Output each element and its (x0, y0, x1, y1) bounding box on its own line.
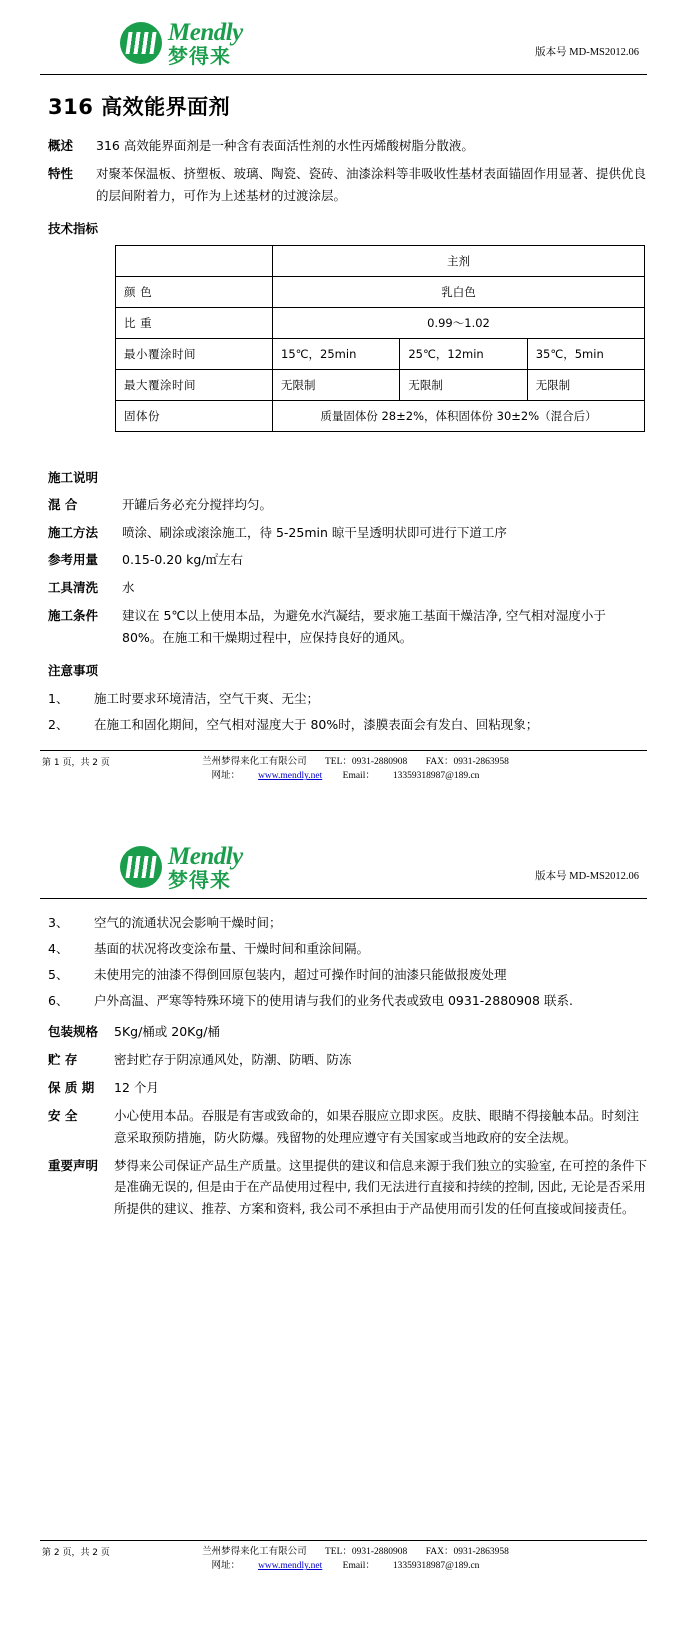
overview-row (40, 135, 647, 157)
construction-text-conditions: 建议在 5℃以上使用本品，为避免水汽凝结，要求施工基面干燥洁净, 空气相对湿度小于 80%。在施工和干燥期过程中，应保持良好的通风。 (122, 608, 606, 645)
features-text: 对聚苯保温板、挤塑板、玻璃、陶瓷、瓷砖、油漆涂料等非吸收性基材表面锚固作用显著、提供优良的层间附着力，可作为上述基材的过渡涂层。 (96, 165, 647, 203)
row-value-min-recoat-15c: 15℃，25min (273, 338, 400, 369)
construction-item-method (40, 522, 647, 544)
tail-item-statement (40, 1155, 647, 1221)
footer-website-label: 网址： (211, 770, 241, 782)
table-row (116, 400, 645, 431)
tail-label-safety: 安 全 (48, 1107, 78, 1123)
brand-logo (120, 20, 243, 66)
construction-item-mixing (40, 494, 647, 516)
tail-text-storage: 密封贮存于阴凉通风处，防潮、防晒、防冻 (114, 1052, 352, 1067)
tail-label-shelf-life: 保 质 期 (48, 1079, 95, 1095)
note-item (40, 687, 647, 710)
tech-spec-heading: 技术指标 (48, 220, 99, 236)
tail-item-packaging (40, 1021, 647, 1043)
tail-label-packaging: 包装规格 (48, 1024, 99, 1040)
note-number: 5、 (48, 966, 69, 982)
note-text: 在施工和固化期间，空气相对湿度大于 80%时，漆膜表面会有发白、回粘现象； (94, 717, 539, 732)
note-text: 施工时要求环境清洁，空气干爽、无尘； (94, 690, 320, 706)
logo-english-name: Mendly (168, 19, 243, 46)
footer-fax: FAX：0931-2863958 (425, 1547, 509, 1558)
logo-chinese-name: 梦得来 (168, 867, 231, 892)
table-header-row (116, 245, 645, 276)
version-number: 版本号 MD-MS2012.06 (535, 47, 639, 58)
features-row (40, 163, 647, 207)
note-item (40, 937, 647, 960)
note-number: 3、 (48, 914, 69, 930)
row-label-color: 颜 色 (116, 276, 273, 307)
construction-text-cleaning: 水 (122, 580, 135, 596)
row-value-max-recoat-3: 无限制 (527, 369, 644, 400)
overview-text: 316 高效能界面剂是一种含有表面活性剂的水性丙烯酸树脂分散液。 (96, 138, 474, 153)
row-value-density: 0.99～1.02 (273, 307, 645, 338)
page-break (0, 790, 687, 824)
footer-website-link[interactable]: www.mendly.net (258, 1561, 323, 1572)
row-label-density: 比 重 (116, 307, 273, 338)
row-value-min-recoat-35c: 35℃，5min (527, 338, 644, 369)
note-text: 空气的流通状况会影响干燥时间； (94, 914, 282, 930)
header-divider (40, 74, 647, 75)
construction-item-cleaning (40, 577, 647, 599)
row-value-solids: 质量固体份 28±2%，体积固体份 30±2%（混合后） (273, 400, 645, 431)
page-2-footer (40, 1540, 647, 1580)
construction-item-usage (40, 549, 647, 571)
note-text: 未使用完的油漆不得倒回原包装内，超过可操作时间的油漆只能做报废处理 (94, 966, 507, 982)
construction-label-cleaning: 工具清洗 (48, 580, 99, 596)
logo-mark-icon (120, 22, 162, 64)
row-label-solids: 固体份 (116, 400, 273, 431)
construction-text-usage: 0.15-0.20 kg/㎡左右 (122, 552, 244, 568)
row-value-color: 乳白色 (273, 276, 645, 307)
footer-website-label: 网址： (211, 1560, 241, 1572)
table-row (116, 276, 645, 307)
construction-text-method: 喷涂、刷涂或滚涂施工，待 5-25min 晾干呈透明状即可进行下道工序 (122, 524, 507, 540)
logo-text (168, 844, 243, 890)
table-corner-cell (116, 245, 273, 276)
logo-chinese-name: 梦得来 (168, 44, 231, 68)
footer-email-label: Email： (342, 771, 375, 782)
features-label: 特性 (48, 165, 74, 181)
tail-text-shelf-life: 12 个月 (114, 1079, 159, 1095)
footer-company: 兰州梦得来化工有限公司 (202, 756, 307, 768)
page-header (40, 842, 647, 894)
tech-spec-table (115, 245, 645, 432)
footer-email: 13359318987@189.cn (392, 1561, 480, 1572)
page-header (40, 18, 647, 70)
construction-label-method: 施工方法 (48, 524, 99, 540)
tail-label-storage: 贮 存 (48, 1052, 78, 1067)
note-item (40, 963, 647, 986)
construction-label-usage: 参考用量 (48, 552, 99, 568)
note-number: 1、 (48, 690, 69, 706)
tail-item-shelf-life (40, 1077, 647, 1099)
brand-logo (120, 844, 243, 890)
row-label-max-recoat: 最大覆涂时间 (116, 369, 273, 400)
overview-label: 概述 (48, 138, 74, 153)
page-title: 316 高效能界面剂 (48, 95, 231, 119)
logo-english-name: Mendly (168, 842, 243, 870)
footer-tel: TEL：0931-2880908 (324, 757, 408, 768)
table-row (116, 338, 645, 369)
row-label-min-recoat: 最小覆涂时间 (116, 338, 273, 369)
logo-mark-icon (120, 846, 162, 888)
row-value-max-recoat-1: 无限制 (273, 369, 400, 400)
page-number: 第 1 页，共 2 页 (42, 758, 110, 769)
tail-item-safety (40, 1105, 647, 1149)
note-item (40, 911, 647, 934)
note-item (40, 989, 647, 1012)
tail-text-packaging: 5Kg/桶或 20Kg/桶 (114, 1024, 221, 1040)
note-text: 基面的状况将改变涂布量、干燥时间和重涂间隔。 (94, 940, 370, 956)
construction-label-conditions: 施工条件 (48, 608, 99, 624)
tail-text-safety: 小心使用本品。吞服是有害或致命的，如果吞服应立即求医。皮肤、眼睛不得接触本品。时刻注意采取预防措施，防火防爆。残留物的处理应遵守有关国家或当地政府的安全法规。 (114, 1107, 640, 1145)
note-text: 户外高温、严寒等特殊环境下的使用请与我们的业务代表或致电 0931-2880908 联系. (94, 993, 573, 1008)
construction-label-mixing: 混 合 (48, 496, 78, 512)
table-row (116, 307, 645, 338)
page-1-footer (40, 750, 647, 790)
row-value-max-recoat-2: 无限制 (400, 369, 527, 400)
footer-email: 13359318987@189.cn (392, 771, 480, 782)
tail-item-storage (40, 1049, 647, 1071)
footer-divider (40, 1540, 647, 1541)
note-number: 6、 (48, 993, 69, 1008)
footer-website-link[interactable]: www.mendly.net (258, 771, 323, 782)
version-number: 版本号 MD-MS2012.06 (535, 870, 639, 882)
note-item (40, 713, 647, 736)
logo-text (168, 20, 243, 66)
footer-divider (40, 750, 647, 751)
construction-heading: 施工说明 (48, 469, 99, 485)
construction-item-conditions (40, 605, 647, 649)
document-page-1 (0, 0, 687, 790)
footer-email-label: Email： (342, 1561, 375, 1572)
note-number: 2、 (48, 717, 69, 732)
row-value-min-recoat-25c: 25℃，12min (400, 338, 527, 369)
document-page-2 (0, 824, 687, 1580)
table-header-main: 主剂 (273, 245, 645, 276)
footer-fax: FAX：0931-2863958 (425, 757, 509, 768)
notes-heading: 注意事项 (48, 662, 99, 678)
tail-text-statement: 梦得来公司保证产品生产质量。这里提供的建议和信息来源于我们独立的实验室, 在可控的条件下是准确无误的, 但是由于在产品使用过程中, 我们无法进行直接和持续的控制, 因此, 无论是否采用所提供的建议、推荐、方案和资料, 我公司不承担由于产品使用而引发的任何直接或间接责任。 (114, 1157, 647, 1217)
note-number: 4、 (48, 940, 69, 956)
table-row (116, 369, 645, 400)
footer-company: 兰州梦得来化工有限公司 (202, 1546, 307, 1558)
tail-label-statement: 重要声明 (48, 1157, 99, 1173)
footer-tel: TEL：0931-2880908 (324, 1547, 408, 1558)
page-number: 第 2 页，共 2 页 (42, 1548, 110, 1559)
construction-text-mixing: 开罐后务必充分搅拌均匀。 (122, 496, 273, 512)
